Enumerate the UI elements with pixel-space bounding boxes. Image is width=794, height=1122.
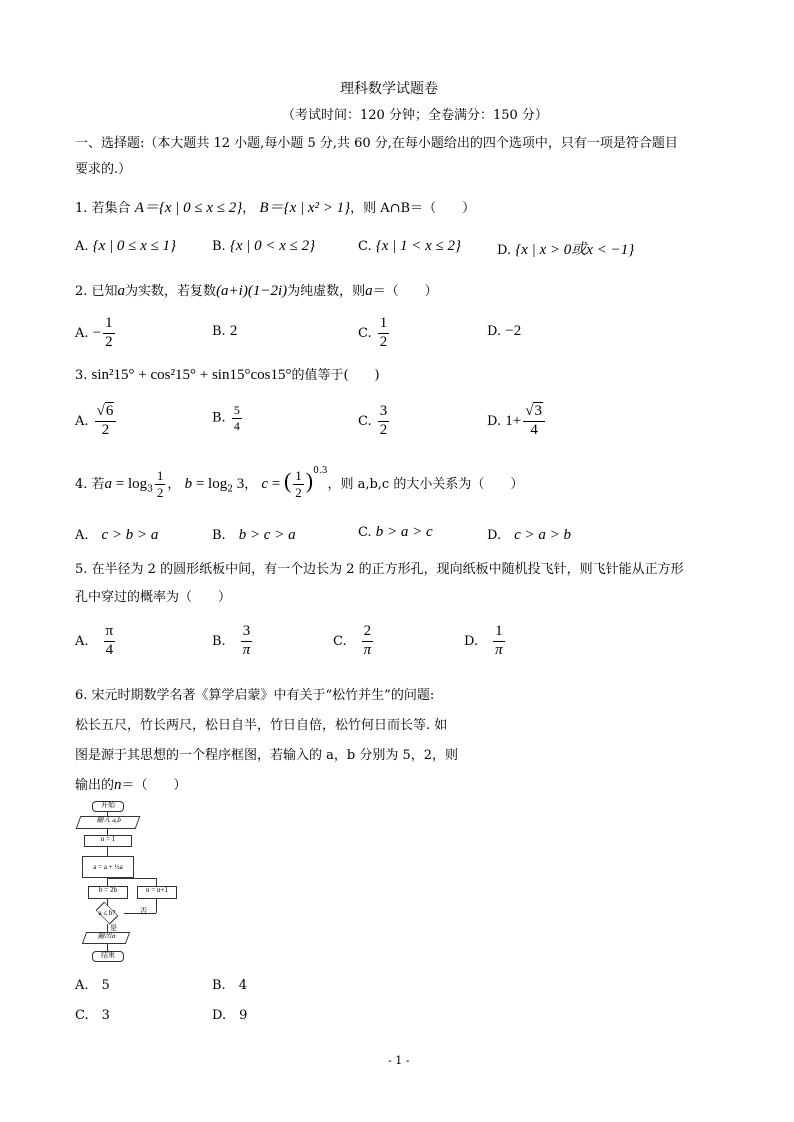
q1-prefix: 1. 若集合	[75, 201, 131, 216]
q1-option-d-text: {x | x > 0或x < −1}	[515, 242, 635, 258]
q1-option-c[interactable]: C. {x | 1 < x ≤ 2}	[358, 238, 462, 254]
flowchart-assign-a: a = a + ½a	[82, 856, 134, 878]
q5-option-c[interactable]: C. $\frac{2}{\pi}$	[333, 623, 372, 658]
q2-expr: (a+i)(1−2i)	[216, 283, 288, 299]
q6-option-a-text: 5	[101, 978, 110, 993]
q2-option-c[interactable]: C. $\frac{1}{2}$	[358, 315, 388, 350]
q1-option-a-text: {x | 0 ≤ x ≤ 1}	[92, 238, 177, 254]
question-4: 4. 若$a = \log_3$ $\frac{1}{2}$ ， $b = \log_2 3$， c = ( $\frac{1}{2}$ )$^{0.3}$，则 a,b,c 的大小关系为（ ）	[75, 465, 524, 500]
q4-option-b-text: b > c > a	[238, 527, 296, 543]
question-2: 2. 已知a为实数，若复数(a+i)(1−2i)为纯虚数，则a＝（ ）	[75, 283, 438, 299]
flowchart-condition-text: a ≤ b?	[98, 909, 116, 917]
q5-option-d[interactable]: D. $\frac{1}{\pi}$	[464, 623, 503, 658]
q1-option-c-text: {x | 1 < x ≤ 2}	[375, 238, 462, 254]
question-6-line4: 输出的n＝（ ）	[75, 777, 187, 793]
q3-option-d[interactable]: D. 1+ $\frac{√3}{4}$	[487, 404, 547, 439]
q6-option-d-text: 9	[239, 1008, 248, 1023]
q4-prefix: 4. 若	[75, 477, 105, 492]
section-heading-cont: 要求的.）	[75, 162, 132, 177]
q3-option-a[interactable]: A. $\frac{√6}{2}$	[75, 404, 118, 439]
question-5-line2: 孔中穿过的概率为（ ）	[75, 590, 232, 605]
flowchart-no-label: 否	[140, 907, 147, 915]
q4-option-a-text: c > b > a	[101, 527, 159, 543]
q3-option-b[interactable]: B. $\frac{5}{4}$	[212, 403, 240, 433]
q4-option-c-text: b > a > c	[375, 524, 433, 540]
q1-option-a[interactable]: A. {x | 0 ≤ x ≤ 1}	[75, 238, 177, 254]
q1-option-b-text: {x | 0 < x ≤ 2}	[229, 238, 316, 254]
exam-info: （考试时间：120 分钟；全卷满分：150 分）	[282, 108, 548, 123]
q4-option-d[interactable]: D. c > a > b	[487, 527, 571, 543]
flowchart-init: n = 1	[84, 835, 132, 847]
q3-text: 的值等于( )	[291, 368, 380, 383]
question-6-line3: 图是源于其思想的一个程序框图，若输入的 a，b 分别为 5，2，则	[75, 748, 459, 763]
q2-option-b[interactable]: B. 2	[212, 323, 238, 339]
flowchart-end: 结束	[92, 951, 124, 962]
flowchart-input: 输入 a,b	[76, 816, 141, 829]
question-6-line1: 6. 宋元时期数学名著《算学启蒙》中有关于“松竹并生”的问题:	[75, 688, 435, 703]
flowchart-assign-b: b = 2b	[88, 886, 128, 899]
q6-text-b: ＝（ ）	[121, 778, 187, 793]
q1-ask: ，则 A∩B＝（ ）	[350, 201, 476, 216]
question-1: 1. 若集合 A＝{x | 0 ≤ x ≤ 2}， B＝{x | x² > 1}，则 A∩B＝（ ）	[75, 200, 476, 216]
q3-option-c[interactable]: C. $\frac{3}{2}$	[358, 403, 388, 438]
q2-text-c: 为纯虚数，则	[287, 284, 366, 299]
question-5-line1: 5. 在半径为 2 的圆形纸板中间，有一个边长为 2 的正方形孔，现向纸板中随机投飞针，则飞针能从正方形	[75, 562, 684, 577]
q5-option-a[interactable]: A. $\frac{\pi}{4}$	[75, 623, 114, 658]
flowchart-start: 开始	[92, 801, 124, 812]
q6-option-d[interactable]: D. 9	[212, 1008, 248, 1023]
q6-option-c-text: 3	[101, 1008, 110, 1023]
q6-option-a[interactable]: A. 5	[75, 978, 110, 993]
q2-text-b: 为实数，若复数	[125, 284, 217, 299]
q2-text-a: 2. 已知	[75, 284, 118, 299]
q2-text-d: ＝（ ）	[372, 284, 438, 299]
flowchart-condition	[93, 903, 121, 923]
flowchart	[70, 798, 190, 963]
q1-set-a: A＝{x | 0 ≤ x ≤ 2}	[134, 200, 243, 216]
q4-ask: ，则 a,b,c 的大小关系为（ ）	[327, 477, 524, 492]
question-3: 3. sin²15° + cos²15° + sin15°cos15°的值等于( )	[75, 367, 380, 383]
q4-option-a[interactable]: A. c > b > a	[75, 527, 159, 543]
q4-option-c[interactable]: C. b > a > c	[358, 524, 433, 540]
q1-option-b[interactable]: B. {x | 0 < x ≤ 2}	[212, 238, 316, 254]
question-6-line2: 松长五尺，竹长两尺，松日自半，竹日自倍，松竹何日而长等. 如	[75, 718, 448, 733]
q4-option-d-text: c > a > b	[514, 527, 571, 543]
q1-set-b: B＝{x | x² > 1}	[259, 200, 351, 216]
q2-option-b-text: 2	[229, 323, 238, 339]
page-number: - 1 -	[388, 1054, 410, 1067]
section-heading: 一、选择题:（本大题共 12 小题,每小题 5 分,共 60 分,在每小题给出的四个选项中，只有一项是符合题目	[75, 136, 678, 151]
q6-option-b-text: 4	[238, 978, 247, 993]
q4-option-b[interactable]: B. b > c > a	[212, 527, 296, 543]
page-title: 理科数学试题卷	[340, 81, 438, 97]
q2-option-d-text: −2	[505, 323, 522, 339]
q2-option-a[interactable]: A. − $\frac{1}{2}$	[75, 315, 113, 350]
q2-option-d[interactable]: D. −2	[487, 323, 522, 339]
q6-text-a: 输出的	[75, 778, 115, 793]
flowchart-yes-label: 是	[110, 924, 117, 932]
flowchart-output: 输出n	[82, 932, 130, 944]
q1-option-d[interactable]: D. {x | x > 0或x < −1}	[497, 242, 635, 258]
flowchart-increment: n = n+1	[137, 886, 177, 899]
q6-option-b[interactable]: B. 4	[212, 978, 247, 993]
q3-expr: sin²15° + cos²15° + sin15°cos15°	[91, 367, 292, 383]
q5-option-b[interactable]: B. $\frac{3}{\pi}$	[212, 623, 251, 658]
q6-option-c[interactable]: C. 3	[75, 1008, 110, 1023]
